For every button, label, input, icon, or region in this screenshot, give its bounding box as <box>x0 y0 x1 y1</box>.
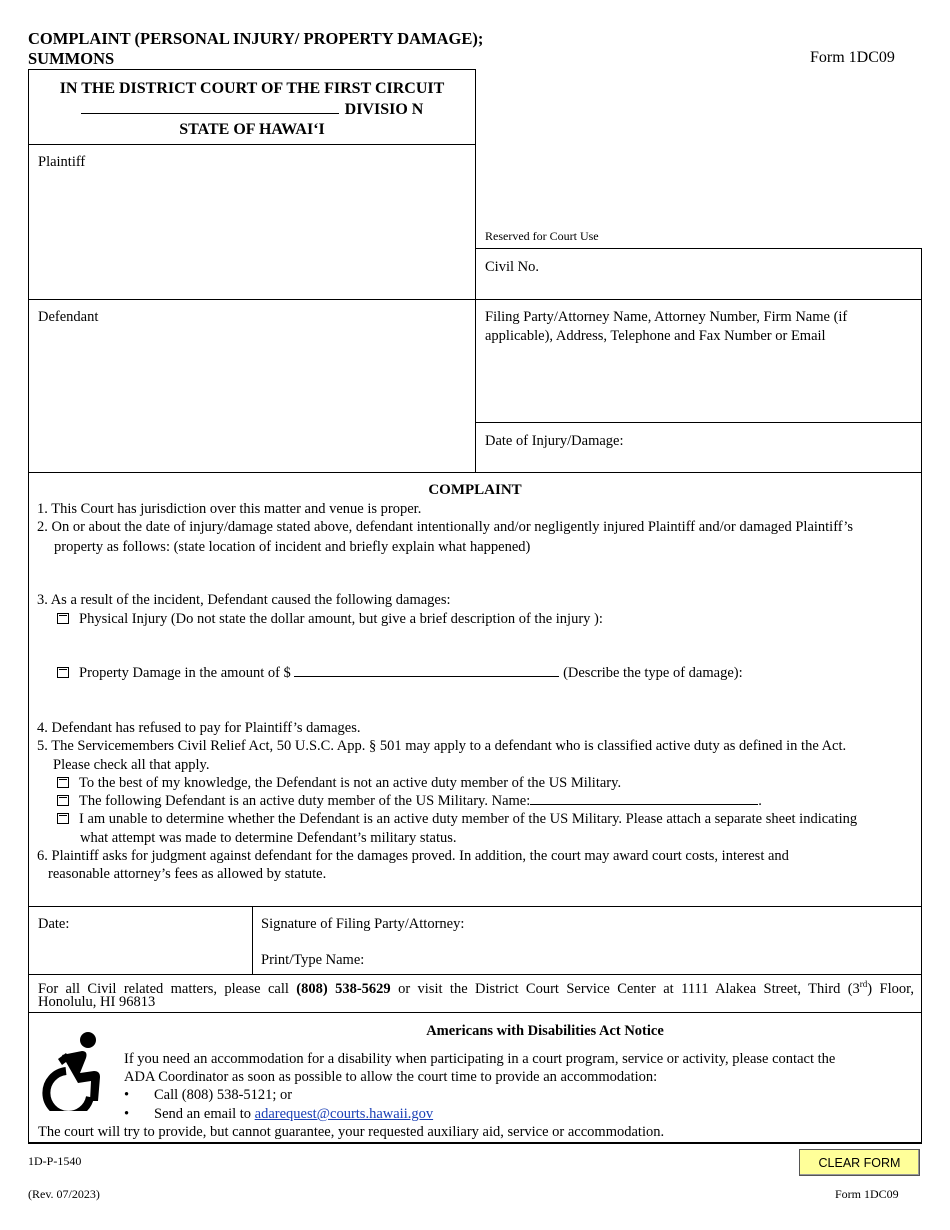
complaint-item-2-line1: 2. On or about the date of injury/damage stated above, defendant intentionally and/or negligently injured Plaintiff and/or damaged Plaintiff’s <box>37 519 854 535</box>
property-damage-option <box>57 664 743 682</box>
active-duty-label: The following Defendant is an active duty member of the US Military. Name: <box>79 793 531 809</box>
division-blank <box>81 99 339 114</box>
clear-form-button[interactable]: CLEAR FORM <box>799 1149 920 1176</box>
reserved-label: Reserved for Court Use <box>485 229 599 243</box>
form-title-line1: COMPLAINT (PERSONAL INJURY/ PROPERTY DAMAGE); <box>28 29 484 48</box>
print-name-label: Print/Type Name: <box>261 952 365 968</box>
court-caption <box>28 69 476 145</box>
plaintiff-label: Plaintiff <box>38 154 86 170</box>
civil-no-box[interactable] <box>475 248 922 300</box>
filing-party-box[interactable] <box>475 299 922 423</box>
form-number-top: Form 1DC09 <box>810 49 895 66</box>
civil-no-label: Civil No. <box>485 259 539 275</box>
ada-bullet-1-text: Call (808) 538-5121; or <box>154 1087 293 1103</box>
physical-injury-label: Physical Injury (Do not state the dollar amount, but give a brief description of the injury ): <box>79 611 603 627</box>
accessibility-icon <box>42 1031 108 1111</box>
date-box[interactable] <box>28 906 253 975</box>
property-damage-label: Property Damage in the amount of $ <box>79 665 291 681</box>
active-duty-name-field[interactable] <box>530 792 758 805</box>
info-box <box>28 974 922 1013</box>
active-duty-checkbox[interactable] <box>57 795 69 806</box>
property-damage-describe-label: (Describe the type of damage): <box>563 665 743 681</box>
info-middle: or visit the District Court Service Center at 1111 Alakea Street, Third (3 <box>390 980 860 997</box>
unable-to-determine-label: I am unable to determine whether the Defendant is an active duty member of the US Military. Please attach a separate sheet indicating <box>79 811 858 827</box>
defendant-box[interactable] <box>28 299 476 473</box>
military-option-1 <box>57 774 621 792</box>
info-suffix: ) Floor, <box>867 980 914 997</box>
form-title-line2: SUMMONS <box>28 49 115 68</box>
complaint-item-3: 3. As a result of the incident, Defendant caused the following damages: <box>37 592 451 608</box>
complaint-item-2-line2: property as follows: (state location of incident and briefly explain what happened) <box>54 539 531 555</box>
military-option-3-line2: what attempt was made to determine Defendant’s military status. <box>80 830 457 846</box>
form-number-bottom: Form 1DC09 <box>835 1187 899 1201</box>
ada-bullet-2-text: Send an email to <box>154 1106 255 1122</box>
filing-party-line2: applicable), Address, Telephone and Fax Number or Email <box>485 328 826 344</box>
complaint-item-5-line1: 5. The Servicemembers Civil Relief Act, 50 U.S.C. App. § 501 may apply to a defendant who is classified active duty as defined in the Act. <box>37 738 847 754</box>
not-active-duty-label: To the best of my knowledge, the Defendant is not an active duty member of the US Military. <box>79 775 622 791</box>
info-phone: (808) 538-5629 <box>296 980 391 997</box>
ada-box <box>28 1012 922 1144</box>
date-of-injury-label: Date of Injury/Damage: <box>485 433 624 449</box>
property-damage-checkbox[interactable] <box>57 667 69 678</box>
complaint-item-4: 4. Defendant has refused to pay for Plaintiff’s damages. <box>37 720 361 736</box>
ada-text-line2: ADA Coordinator as soon as possible to allow the court time to provide an accommodation: <box>124 1069 658 1085</box>
physical-injury-option <box>57 610 603 628</box>
date-of-injury-box[interactable] <box>475 422 922 473</box>
not-active-duty-checkbox[interactable] <box>57 777 69 788</box>
signature-box[interactable] <box>252 906 922 975</box>
info-line1 <box>38 975 914 999</box>
revision-date: (Rev. 07/2023) <box>28 1187 100 1201</box>
property-damage-amount-field[interactable] <box>294 664 559 677</box>
unable-to-determine-checkbox[interactable] <box>57 813 69 824</box>
complaint-item-1: 1. This Court has jurisdiction over this matter and venue is proper. <box>37 501 422 517</box>
physical-injury-checkbox[interactable] <box>57 613 69 624</box>
info-sup: rd <box>859 979 868 989</box>
date-label: Date: <box>38 916 70 932</box>
defendant-label: Defendant <box>38 309 99 325</box>
ada-email-link[interactable]: adarequest@courts.hawaii.gov <box>254 1106 434 1122</box>
military-option-3 <box>57 810 857 828</box>
ada-footer: The court will try to provide, but cannot guarantee, your requested auxiliary aid, service or accommodation. <box>38 1124 665 1140</box>
ada-bullet-1: • Call (808) 538-5121; or <box>124 1087 293 1103</box>
form-code: 1D-P-1540 <box>28 1154 82 1168</box>
info-line2: Honolulu, HI 96813 <box>38 994 156 1010</box>
ada-text-line1: If you need an accommodation for a disability when participating in a court program, service or activity, please contact the <box>124 1051 836 1067</box>
ada-bullet-2: • Send an email to adarequest@courts.hawaii.gov <box>124 1106 434 1122</box>
form-title <box>28 29 483 69</box>
ada-title: Americans with Disabilities Act Notice <box>426 1023 664 1039</box>
complaint-heading: COMPLAINT <box>428 482 522 498</box>
filing-party-label <box>485 308 847 346</box>
court-name: IN THE DISTRICT COURT OF THE FIRST CIRCUIT <box>59 80 445 97</box>
division-label: DIVISIO N <box>344 101 424 118</box>
complaint-item-6-line1: 6. Plaintiff asks for judgment against defendant for the damages proved. In addition, the court may award court costs, interest and <box>37 848 789 864</box>
plaintiff-box[interactable] <box>28 144 476 300</box>
signature-label: Signature of Filing Party/Attorney: <box>261 916 465 932</box>
military-option-2: The following Defendant is an active duty member of the US Military. Name: . <box>57 792 762 810</box>
court-state: STATE OF HAWAI‘I <box>179 121 325 138</box>
info-prefix: For all Civil related matters, please call <box>38 980 297 997</box>
complaint-item-5-line2: Please check all that apply. <box>53 757 210 773</box>
filing-party-line1: Filing Party/Attorney Name, Attorney Number, Firm Name (if <box>485 309 848 325</box>
complaint-item-6-line2: reasonable attorney’s fees as allowed by statute. <box>48 866 327 882</box>
